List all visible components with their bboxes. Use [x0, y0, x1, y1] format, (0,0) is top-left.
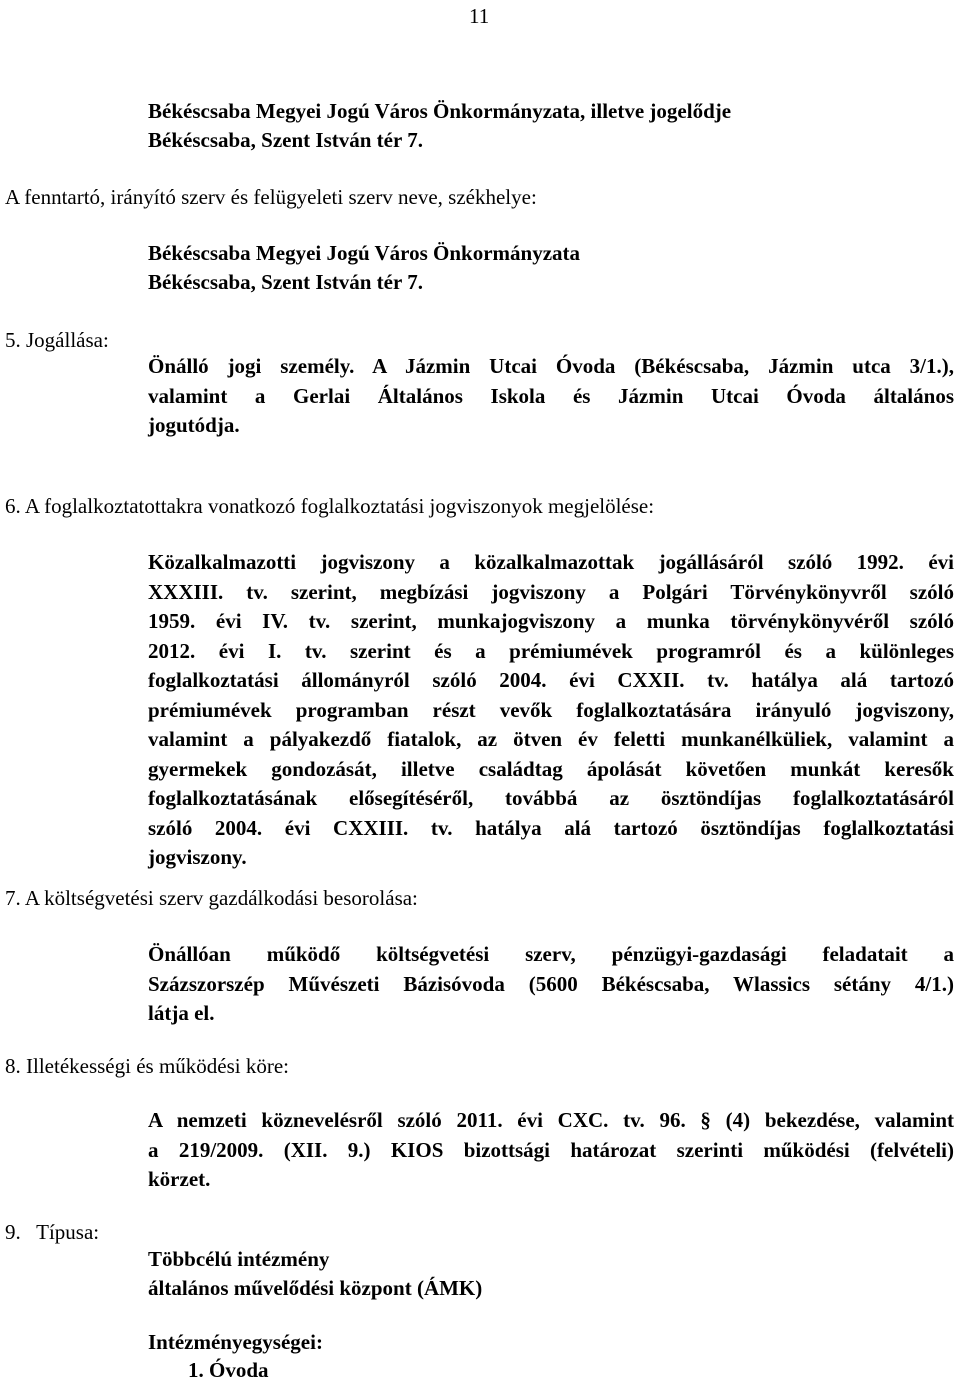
section5-heading: 5. Jogállása:: [5, 328, 109, 352]
section6-line: prémiumévek programban részt vevők foglalkoztatására irányuló jogviszony,: [148, 697, 954, 722]
section7-body: [148, 940, 954, 1029]
section7-heading: 7. A költségvetési szerv gazdálkodási besorolása:: [5, 886, 418, 910]
owner-line-2: Békéscsaba, Szent István tér 7.: [148, 128, 423, 152]
section6-line: foglalkoztatásának elősegítéséről, továbbá az ösztöndíjas foglalkoztatásáról: [148, 786, 954, 810]
section5-line: jogutódja.: [148, 413, 240, 437]
section9-units-heading: Intézményegységei:: [148, 1330, 323, 1354]
section5-line: Önálló jogi személy. A Jázmin Utcai Óvoda (Békéscsaba, Jázmin utca 3/1.),: [148, 354, 954, 378]
section8-line: körzet.: [148, 1167, 211, 1191]
section5-body: [148, 352, 954, 441]
section6-line: foglalkoztatási állományról szóló 2004. évi CXXII. tv. hatálya alá tartozó: [148, 668, 954, 692]
section9-unit-1: 1. Óvoda: [188, 1358, 269, 1382]
section7-line: látja el.: [148, 1001, 215, 1025]
section6-line: XXXIII. tv. szerint, megbízási jogviszony a Polgári Törvénykönyvről szóló: [148, 579, 954, 604]
section5-line: valamint a Gerlai Általános Iskola és Jázmin Utcai Óvoda általános: [148, 383, 954, 408]
section8-heading: 8. Illetékességi és működési köre:: [5, 1054, 290, 1078]
fenntarto-line-1: Békéscsaba Megyei Jogú Város Önkormányzata: [148, 241, 581, 265]
section9-type-line-1: Többcélú intézmény: [148, 1247, 330, 1271]
section6-line: gyermekek gondozását, illetve családtag ápolását követően munkát keresők: [148, 756, 954, 781]
section7-line: Százszorszép Művészeti Bázisóvoda (5600 Békéscsaba, Wlassics sétány 4/1.): [148, 971, 954, 996]
section6-body: [148, 548, 954, 873]
page-number: 11: [469, 4, 490, 28]
owner-line-1: Békéscsaba Megyei Jogú Város Önkormányzata, illetve jogelődje: [148, 99, 732, 123]
section6-line: szóló 2004. évi CXXIII. tv. hatálya alá tartozó ösztöndíjas foglalkoztatási: [148, 815, 954, 840]
fenntarto-heading: A fenntartó, irányító szerv és felügyeleti szerv neve, székhelye:: [5, 185, 537, 209]
section9-heading: 9. Típusa:: [5, 1220, 100, 1244]
section9-type-line-2: általános művelődési központ (ÁMK): [148, 1276, 483, 1300]
section6-line: Közalkalmazotti jogviszony a közalkalmazottak jogállásáról szóló 1992. évi: [148, 550, 954, 574]
section6-line: valamint a pályakezdő fiatalok, az ötven év feletti munkanélküliek, valamint a: [148, 727, 954, 751]
section8-line: A nemzeti köznevelésről szóló 2011. évi CXC. tv. 96. § (4) bekezdése, valamint: [148, 1108, 954, 1132]
fenntarto-line-2: Békéscsaba, Szent István tér 7.: [148, 270, 423, 294]
section8-body: [148, 1106, 954, 1195]
section8-line: a 219/2009. (XII. 9.) KIOS bizottsági határozat szerinti működési (felvételi): [148, 1137, 954, 1162]
section7-line: Önállóan működő költségvetési szerv, pénzügyi-gazdasági feladatait a: [148, 942, 954, 966]
section6-heading: 6. A foglalkoztatottakra vonatkozó foglalkoztatási jogviszonyok megjelölése:: [5, 494, 655, 518]
section6-line: 2012. évi I. tv. szerint és a prémiumévek programról és a különleges: [148, 638, 954, 663]
section6-line: jogviszony.: [148, 845, 247, 869]
section6-line: 1959. évi IV. tv. szerint, munkajogviszony a munka törvénykönyvéről szóló: [148, 609, 954, 633]
